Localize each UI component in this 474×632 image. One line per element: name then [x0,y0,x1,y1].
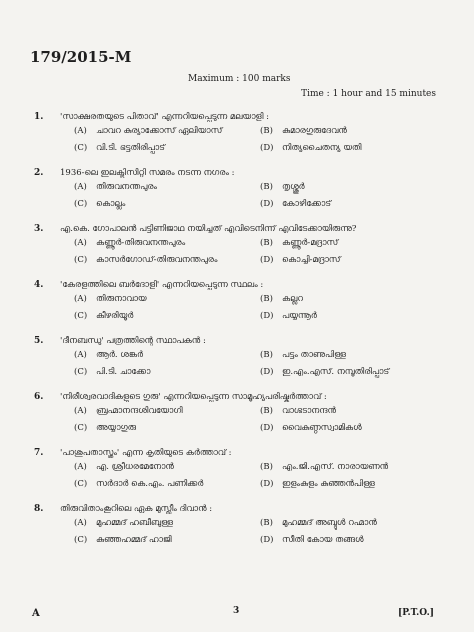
question-text: എ.കെ. ഗോപാലൻ പട്ടിണിജാഥ നയിച്ചത് എവിടെനിന്ന് എവിടേക്കായിരുന്നു? [60,224,357,234]
option-c: (C) അയ്യാഗുരു [74,423,136,433]
option-c: (C) കുഞ്ഞഹമ്മദ് ഹാജി [74,535,172,545]
question-text: 'പാശുപതാസ്ത്രം' എന്ന കൃതിയുടെ കർത്താവ് : [60,448,232,458]
option-a: (A) എ. ശ്രീധരമേനോൻ [74,462,174,472]
option-a: (A) ബ്രഹ്മാനന്ദശിവയോഗി [74,406,183,416]
option-c: (C) കൊല്ലം [74,199,126,209]
option-c: (C) കീഴരിയൂർ [74,311,134,321]
question-number: 7. [34,448,44,458]
option-c: (C) പി.ടി. ചാക്കോ [74,367,151,377]
page-number: 3 [233,606,240,616]
question-text: 'കേരളത്തിലെ ബർദോളി' എന്നറിയപ്പെടുന്ന സ്ഥലം : [60,280,264,290]
option-d: (D) കോഴിക്കോട് [260,199,332,209]
option-b: (B) കണ്ണൂർ-മദ്രാസ് [260,238,339,248]
question-number: 8. [34,504,44,514]
question-text: 'നിരീശ്വരവാദികളുടെ ഗുരു' എന്നറിയപ്പെടുന്ന സാമൂഹ്യപരിഷ്കർത്താവ് : [60,392,327,402]
question-text: 1936-ലെ ഇലക്ട്രിസിറ്റി സമരം നടന്ന നഗരം : [60,168,235,178]
maximum-marks: Maximum : 100 marks [188,74,291,84]
please-turn-over: [P.T.O.] [397,608,434,618]
series-letter: A [32,608,40,619]
time-allowed: Time : 1 hour and 15 minutes [301,89,436,99]
paper-code: 179/2015-M [30,48,132,66]
question-text: 'സാക്ഷരതയുടെ പിതാവ്' എന്നറിയപ്പെടുന്ന മലയാളി : [60,112,270,122]
option-b: (B) വാഗ്ഭടാനന്ദൻ [260,406,336,416]
question-number: 6. [34,392,44,402]
option-d: (D) പയ്യന്നൂർ [260,311,317,321]
question-number: 1. [34,112,44,122]
option-a: (A) മുഹമ്മദ് ഹബീബുള്ള [74,518,173,528]
option-c: (C) സർദാർ കെ.എം. പണിക്കർ [74,479,204,489]
option-d: (D) ഇ.എം.എസ്. നമ്പൂതിരിപ്പാട് [260,367,390,377]
option-b: (B) മുഹമ്മദ് അബ്ദുൾ റഹ്മാൻ [260,518,377,528]
option-a: (A) തിരുനാവായ [74,294,147,304]
option-a: (A) കണ്ണൂർ-തിരുവനന്തപുരം [74,238,186,248]
option-a: (A) ആർ. ശങ്കർ [74,350,143,360]
question-number: 2. [34,168,44,178]
option-d: (D) സീതി കോയ തങ്ങൾ [260,535,364,545]
option-d: (D) കൊച്ചി-മദ്രാസ് [260,255,341,265]
option-d: (D) ഇളംകുളം കുഞ്ഞൻപിള്ള [260,479,375,489]
option-b: (B) തൃശ്ശൂർ [260,182,305,192]
option-a: (A) ചാവറ കുര്യാക്കോസ് ഏലിയാസ് [74,126,223,136]
question-number: 5. [34,336,44,346]
option-b: (B) കല്ലറ [260,294,304,304]
question-text: 'ദീനബന്ധു' പത്രത്തിന്റെ സ്ഥാപകൻ : [60,336,206,346]
option-b: (B) എം.ജി.എസ്. നാരായണൻ [260,462,389,472]
question-text: തിരുവിതാംകൂറിലെ ഏക മുസ്ലീം ദിവാൻ : [60,504,213,514]
option-d: (D) വൈകുണ്ഠസ്വാമികൾ [260,423,362,433]
option-b: (B) കുമാരഗുരുദേവൻ [260,126,347,136]
option-c: (C) വി.ടി. ഭട്ടതിരിപ്പാട് [74,143,165,153]
question-number: 4. [34,280,44,290]
question-number: 3. [34,224,44,234]
option-b: (B) പട്ടം താണുപിള്ള [260,350,346,360]
option-a: (A) തിരുവനന്തപുരം [74,182,157,192]
option-c: (C) കാസർഗോഡ്-തിരുവനന്തപുരം [74,255,218,265]
option-d: (D) നിത്യചൈതന്യ യതി [260,143,362,153]
